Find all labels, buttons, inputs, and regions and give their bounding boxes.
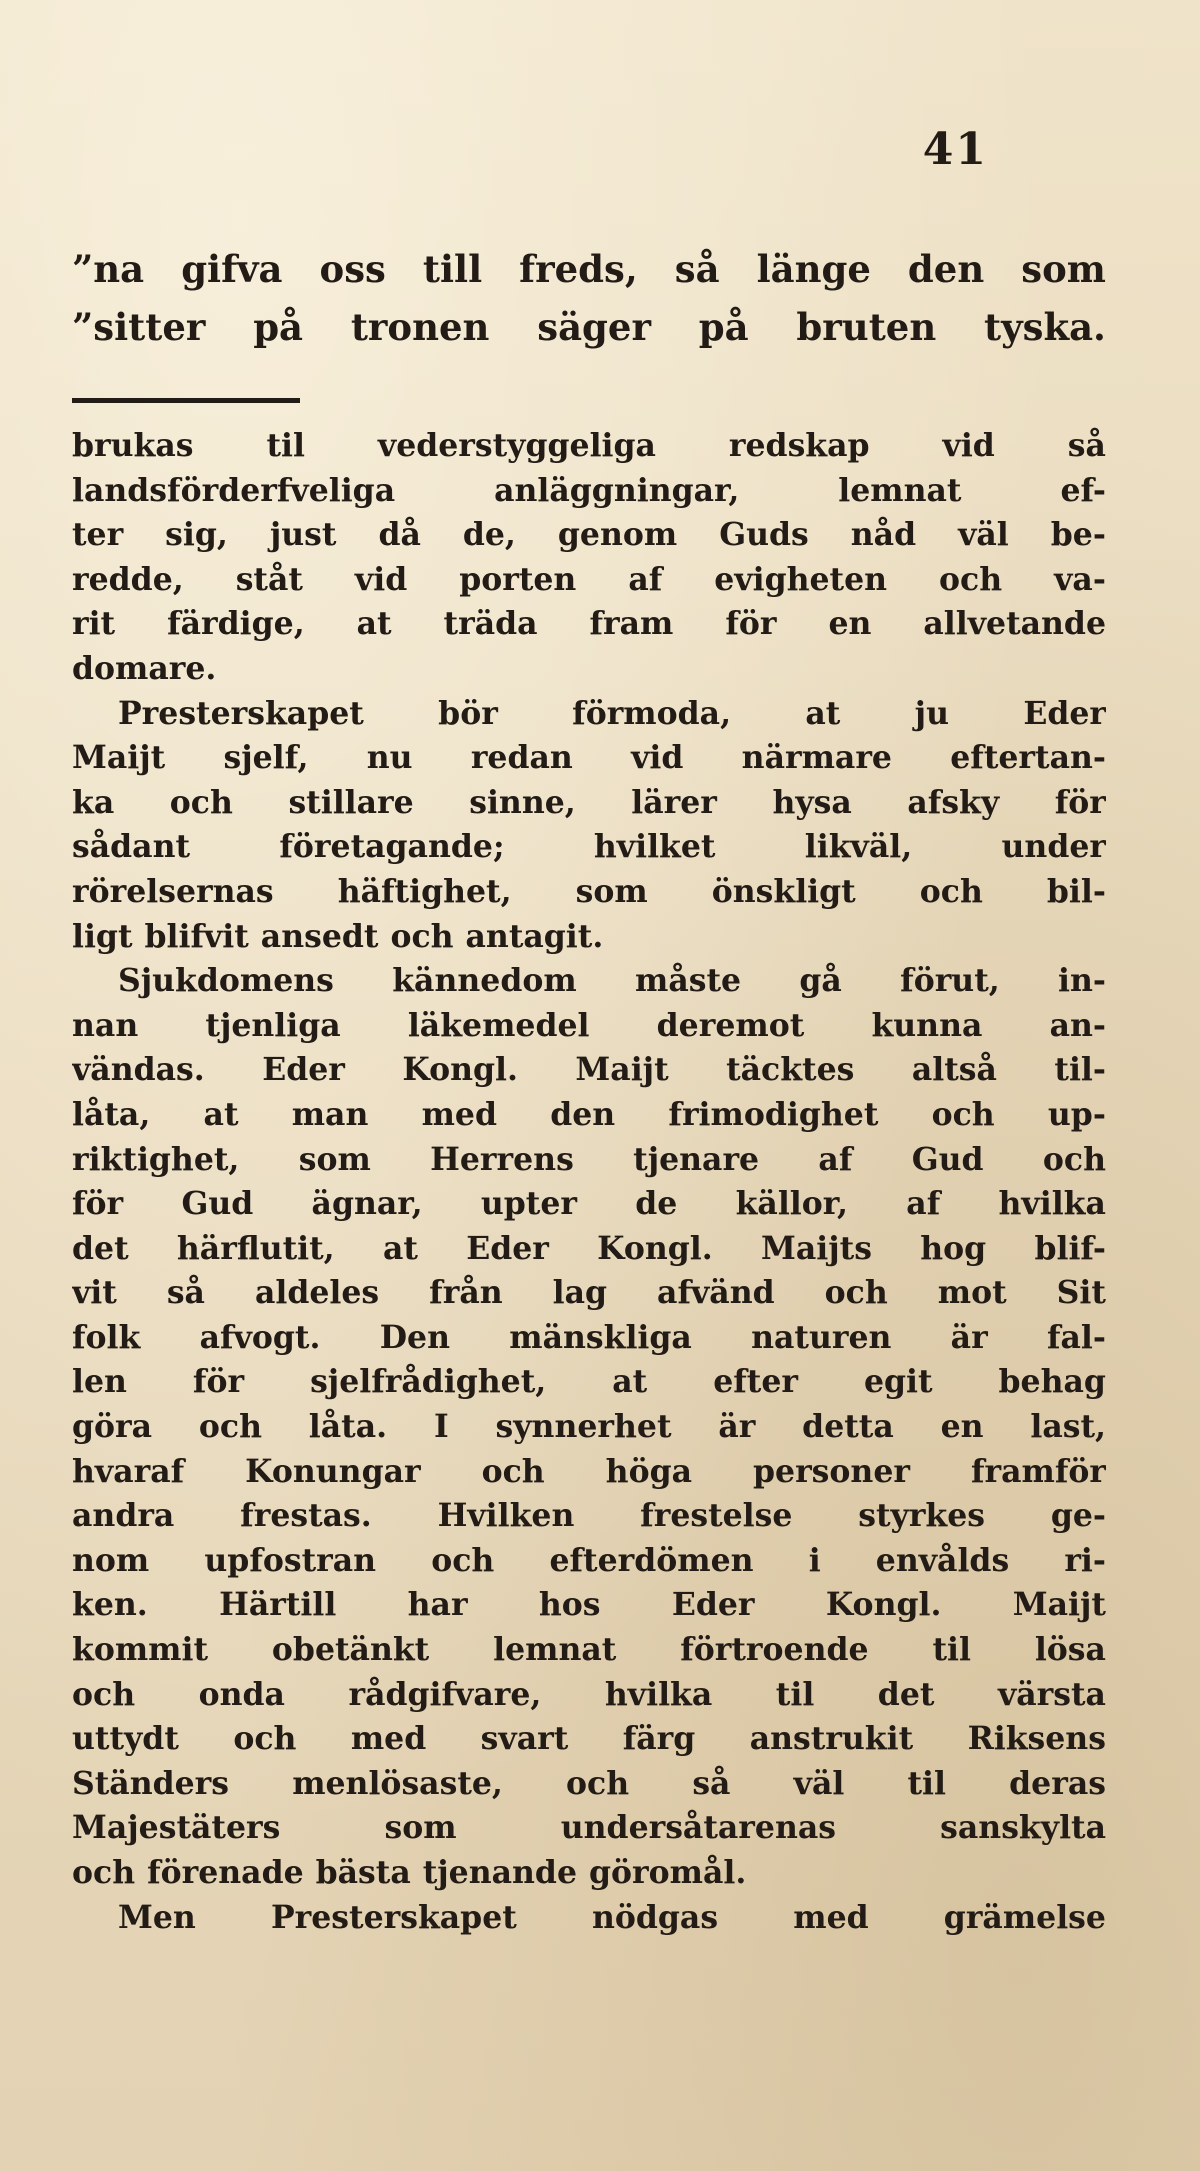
word: och (931, 1095, 995, 1133)
word: höga (605, 1452, 693, 1490)
word: låta. (308, 1408, 388, 1446)
word: Maijt (72, 739, 166, 777)
word: nödgas (591, 1898, 719, 1936)
word: är (950, 1318, 988, 1356)
word: och (566, 1764, 630, 1802)
word: kommit (72, 1631, 209, 1669)
word: tjenliga (205, 1006, 341, 1044)
paragraph-start (72, 692, 1106, 737)
word: Herrens (430, 1140, 574, 1178)
word: som (298, 1140, 371, 1178)
word: sjelfrådighet, (310, 1363, 547, 1401)
word: just (269, 516, 337, 554)
text-line (72, 1583, 1106, 1628)
text-line (72, 469, 1106, 514)
word: af (628, 560, 663, 598)
word: det (72, 1229, 129, 1267)
word: tyska. (984, 305, 1106, 349)
word: göromål. (588, 1854, 747, 1891)
word: och (390, 917, 454, 955)
text-line (72, 1450, 1106, 1495)
word: til (907, 1764, 946, 1802)
word: framför (970, 1452, 1106, 1490)
word: lemnat (493, 1631, 617, 1669)
word: be- (1050, 516, 1106, 554)
word: vändas. (72, 1051, 205, 1089)
word: andra (72, 1497, 175, 1535)
word: hog (920, 1229, 987, 1267)
word: bästa (315, 1854, 411, 1891)
word: redskap (728, 427, 870, 464)
word: till (422, 247, 483, 291)
word: rådgifvare, (348, 1675, 542, 1713)
word: ägnar, (311, 1185, 423, 1223)
word: nu (366, 739, 413, 777)
word: landsförderfveliga (72, 471, 396, 509)
word: til (775, 1675, 815, 1713)
word: göra (72, 1408, 153, 1446)
word: Sjukdomens (118, 962, 334, 1000)
word: mänskliga (509, 1318, 692, 1356)
word: närmare (741, 739, 892, 777)
word: och (431, 1541, 495, 1579)
word: i (808, 1541, 821, 1579)
word: för (192, 1363, 245, 1401)
word: Kongl. (402, 1051, 518, 1089)
word: och (1042, 1140, 1106, 1178)
word: altså (911, 1051, 997, 1089)
word: Guds (719, 516, 809, 554)
word: gifva (181, 247, 283, 291)
word: ståt (235, 560, 303, 598)
word: härflutit, (176, 1229, 335, 1267)
word: ef- (1060, 471, 1106, 509)
word: Maijt (575, 1051, 669, 1089)
word: förut, (900, 962, 1000, 1000)
word: ge- (1050, 1497, 1106, 1535)
word: stillare (288, 783, 414, 821)
word: vederstyggeliga (377, 427, 656, 464)
word: domare. (72, 649, 217, 687)
word: ter (72, 516, 124, 554)
word: den (550, 1095, 616, 1133)
word: undersåtarenas (560, 1809, 836, 1847)
word: och (939, 560, 1003, 598)
word: gå (799, 962, 842, 1000)
text-line (72, 1271, 1106, 1316)
word: svart (480, 1720, 569, 1758)
word: mot (937, 1274, 1007, 1312)
word: anstrukit (749, 1720, 914, 1758)
text-line (72, 736, 1106, 781)
body-text (72, 424, 1106, 1940)
word: hvilka (604, 1675, 713, 1713)
text-line (72, 1405, 1106, 1450)
word: den (907, 247, 985, 291)
word: ”na (72, 247, 145, 291)
word: Riksens (967, 1720, 1106, 1758)
word: fal- (1046, 1318, 1106, 1356)
word: Presterskapet (270, 1898, 517, 1936)
word: har (407, 1586, 468, 1624)
word: för (725, 605, 777, 643)
word: upfostran (204, 1541, 377, 1579)
word: så (166, 1274, 205, 1312)
word: I (433, 1408, 449, 1446)
word: Den (379, 1318, 450, 1356)
text-line (72, 825, 1106, 870)
word: hvilket (593, 828, 716, 866)
word: nåd (850, 516, 917, 554)
word: Presterskapet (118, 694, 364, 732)
word: färdige, (167, 605, 305, 643)
word: Majestäters (72, 1809, 281, 1847)
word: vit (72, 1274, 117, 1312)
word: tronen (350, 305, 490, 349)
word: länge (756, 247, 871, 291)
word: last, (1030, 1408, 1106, 1446)
word: redde, (72, 560, 184, 598)
word: fram (589, 605, 674, 643)
word: deremot (656, 1006, 805, 1044)
word: är (718, 1408, 756, 1446)
word: til- (1054, 1051, 1106, 1089)
text-line (72, 298, 1106, 356)
word: rit (72, 605, 116, 643)
word: Maijts (761, 1229, 872, 1267)
word: efterdömen (549, 1541, 754, 1579)
word: källor, (735, 1185, 849, 1223)
word: som (1021, 247, 1106, 291)
text-line (72, 240, 1106, 298)
text-line (72, 1717, 1106, 1762)
word: väl (958, 516, 1009, 554)
word: naturen (751, 1318, 892, 1356)
word: folk (72, 1318, 141, 1356)
word: en (940, 1408, 984, 1446)
word: väl (793, 1764, 845, 1802)
word: sjelf, (223, 739, 309, 777)
word: ju (914, 694, 949, 732)
word: de, (462, 516, 516, 554)
text-line (72, 1628, 1106, 1673)
word: anläggningar, (494, 471, 740, 509)
word: obetänkt (271, 1631, 430, 1669)
word: antagit. (465, 917, 604, 955)
word: likväl, (804, 828, 913, 866)
word: vid (942, 427, 995, 464)
text-line (72, 1494, 1106, 1539)
word: porten (459, 560, 577, 598)
word: frimodighet (668, 1095, 879, 1133)
word: nan (72, 1006, 139, 1044)
word: hvaraf (72, 1452, 185, 1490)
text-line (72, 1806, 1106, 1851)
word: värsta (997, 1675, 1106, 1713)
word: kännedom (392, 962, 577, 1000)
word: Eder (671, 1586, 755, 1624)
word: förenade (147, 1854, 304, 1891)
word: evigheten (714, 560, 888, 598)
word: up- (1047, 1095, 1106, 1133)
word: genom (557, 516, 678, 554)
word: ken. (72, 1586, 148, 1624)
word: af (818, 1140, 853, 1178)
word: med (793, 1898, 869, 1936)
word: frestelse (640, 1497, 793, 1535)
word: önskligt (711, 872, 856, 910)
word: synnerhet (495, 1408, 672, 1446)
word: Eder (1023, 694, 1106, 732)
word: aldeles (254, 1274, 380, 1312)
word: efter (713, 1363, 798, 1401)
continued-quote (72, 240, 1106, 356)
word: måste (635, 962, 742, 1000)
word: läkemedel (407, 1006, 590, 1044)
word: sinne, (469, 783, 576, 821)
word: hysa (772, 783, 852, 821)
footnote-divider (72, 398, 300, 403)
word: Ständers (72, 1764, 230, 1802)
word: kunna (871, 1006, 983, 1044)
word: med (350, 1720, 427, 1758)
word: personer (753, 1452, 910, 1490)
word: af (906, 1185, 941, 1223)
word: allvetande (923, 605, 1106, 643)
word: nom (72, 1541, 150, 1579)
word: afsky (907, 783, 1000, 821)
word: Kongl. (597, 1229, 713, 1267)
word: deras (1009, 1764, 1106, 1802)
text-line (72, 870, 1106, 915)
word: Kongl. (825, 1586, 942, 1624)
word: man (291, 1095, 369, 1133)
word: täcktes (726, 1051, 855, 1089)
word: ligt (72, 917, 133, 955)
text-line (72, 1360, 1106, 1405)
page-number: 41 (922, 124, 988, 175)
word: at (203, 1095, 239, 1133)
word: onda (198, 1675, 285, 1713)
word: eftertan- (950, 739, 1106, 777)
word: lag (552, 1274, 608, 1312)
word: detta (802, 1408, 894, 1446)
word: Gud (181, 1185, 254, 1223)
word: Men (118, 1898, 196, 1936)
word: och (72, 1854, 136, 1891)
word: så (674, 247, 720, 291)
word: hvilka (998, 1185, 1106, 1223)
word: menlösaste, (292, 1764, 503, 1802)
word: som (575, 872, 648, 910)
word: och (233, 1720, 297, 1758)
word: tjenande (422, 1854, 577, 1891)
word: en (828, 605, 872, 643)
word: oss (319, 247, 386, 291)
word: och (481, 1452, 545, 1490)
word: riktighet, (72, 1140, 240, 1178)
word: förmoda, (572, 694, 732, 732)
text-line (72, 602, 1106, 647)
word: för (72, 1185, 124, 1223)
word: at (382, 1229, 418, 1267)
word: för (1054, 783, 1106, 821)
word: an- (1049, 1006, 1106, 1044)
word: träda (443, 605, 538, 643)
word: vid (631, 739, 684, 777)
text-line (72, 1182, 1106, 1227)
word: redan (470, 739, 573, 777)
word: at (612, 1363, 648, 1401)
text-line (72, 647, 1106, 692)
word: Maijt (1012, 1586, 1106, 1624)
word: säger (537, 305, 651, 349)
word: sanskyltа (940, 1809, 1106, 1847)
word: på (253, 305, 304, 349)
word: låta, (72, 1095, 151, 1133)
word: det (877, 1675, 935, 1713)
word: sådant (72, 828, 191, 866)
word: frestas. (240, 1497, 372, 1535)
word: upter (480, 1185, 577, 1223)
word: och (824, 1274, 888, 1312)
word: Hvilken (437, 1497, 575, 1535)
word: ka (72, 783, 115, 821)
word: med (421, 1095, 497, 1133)
word: uttydt (72, 1720, 179, 1758)
word: så (692, 1764, 731, 1802)
text-line (72, 781, 1106, 826)
word: då (378, 516, 421, 554)
text-line (72, 1093, 1106, 1138)
word: at (356, 605, 392, 643)
word: och (72, 1675, 136, 1713)
word: lärer (631, 783, 717, 821)
word: egit (863, 1363, 933, 1401)
word: bruten (796, 305, 937, 349)
word: styrkes (858, 1497, 986, 1535)
word: envålds (875, 1541, 1010, 1579)
word: til (266, 427, 305, 464)
word: lösa (1034, 1631, 1106, 1669)
text-line (72, 513, 1106, 558)
word: va- (1054, 560, 1106, 598)
text-line (72, 1227, 1106, 1272)
word: blifvit (144, 917, 249, 955)
word: så (1067, 427, 1106, 464)
word: lemnat (838, 471, 962, 509)
paragraph-start (72, 959, 1106, 1004)
word: Härtill (219, 1586, 337, 1624)
word: bil- (1046, 872, 1106, 910)
text-line (72, 424, 1106, 469)
text-line (72, 1316, 1106, 1361)
word: grämelse (943, 1898, 1106, 1936)
text-line (72, 1138, 1106, 1183)
word: och (919, 872, 983, 910)
word: tjenare (633, 1140, 760, 1178)
word: och (198, 1408, 262, 1446)
word: at (805, 694, 841, 732)
word: Sit (1056, 1274, 1106, 1312)
word: behag (998, 1363, 1106, 1401)
word: ”sitter (72, 305, 206, 349)
text-line (72, 1762, 1106, 1807)
text-line (72, 1539, 1106, 1584)
word: Konungar (245, 1452, 421, 1490)
word: häftighet, (337, 872, 512, 910)
word: ri- (1064, 1541, 1106, 1579)
word: och (169, 783, 233, 821)
word: företagande; (279, 828, 505, 866)
word: blif- (1034, 1229, 1106, 1267)
word: freds, (519, 247, 638, 291)
word: rörelsernas (72, 872, 274, 910)
word: til (932, 1631, 971, 1669)
word: på (698, 305, 749, 349)
word: under (1001, 828, 1106, 866)
word: afvogt. (199, 1318, 321, 1356)
word: ansedt (260, 917, 379, 955)
text-line (72, 558, 1106, 603)
word: sig, (165, 516, 228, 554)
paragraph-start (72, 1896, 1106, 1941)
word: Eder (262, 1051, 345, 1089)
text-line (72, 1851, 1106, 1896)
word: färg (622, 1720, 696, 1758)
text-line (72, 1048, 1106, 1093)
word: len (72, 1363, 127, 1401)
word: bör (438, 694, 498, 732)
word: Gud (911, 1140, 984, 1178)
word: afvänd (657, 1274, 775, 1312)
word: in- (1058, 962, 1106, 1000)
word: från (429, 1274, 503, 1312)
word: hos (538, 1586, 601, 1624)
text-line (72, 1004, 1106, 1049)
word: som (384, 1809, 457, 1847)
word: de (635, 1185, 678, 1223)
word: brukas (72, 427, 194, 464)
word: vid (354, 560, 408, 598)
word: Eder (466, 1229, 549, 1267)
text-line (72, 1673, 1106, 1718)
text-line (72, 915, 1106, 960)
word: förtroende (680, 1631, 869, 1669)
